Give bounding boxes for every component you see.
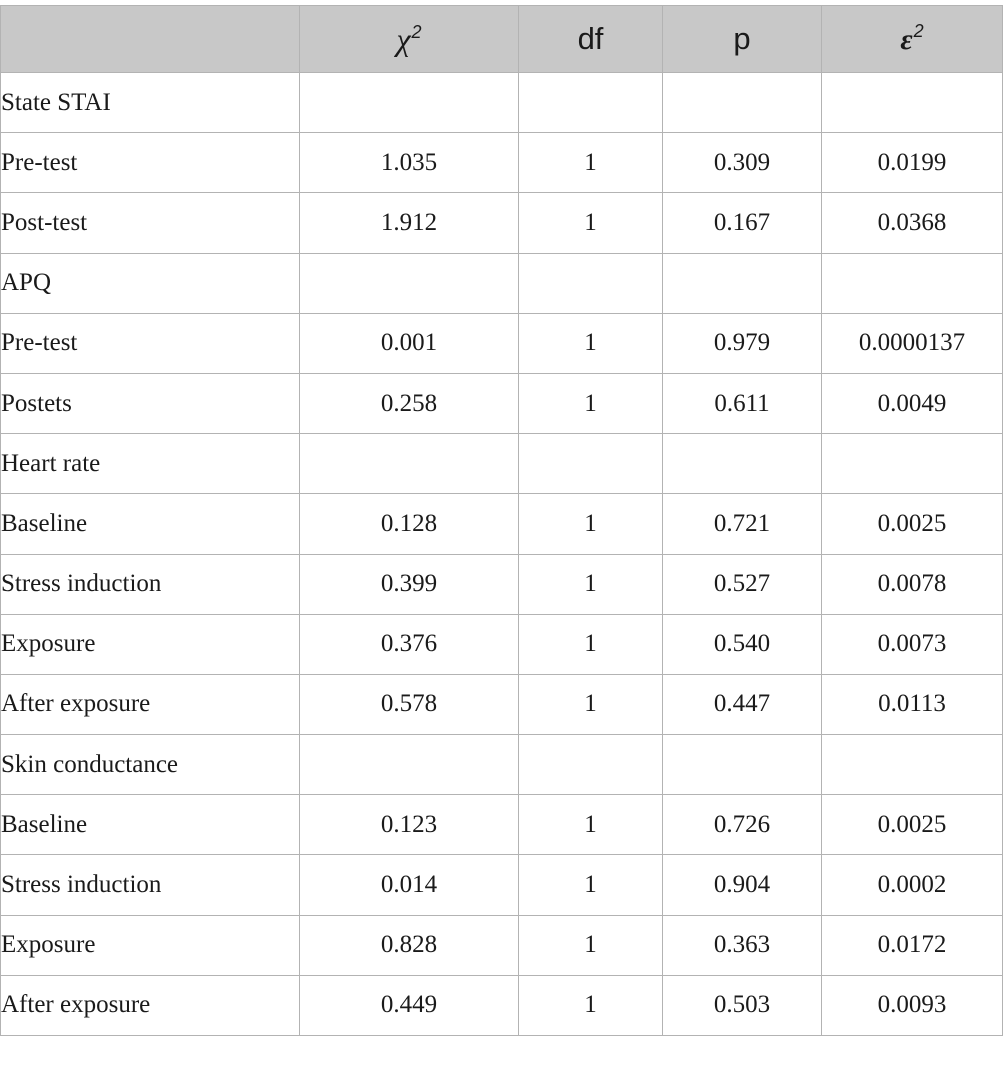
df-value: 1 (519, 975, 663, 1035)
df-value: 1 (519, 554, 663, 614)
p-value (663, 73, 822, 133)
table-row (1, 494, 1003, 554)
header-epsilon-squared (822, 6, 1003, 73)
epsilon2-value (822, 253, 1003, 313)
row-label: Baseline (1, 795, 300, 855)
df-value: 1 (519, 614, 663, 674)
epsilon2-value: 0.0002 (822, 855, 1003, 915)
chi2-value: 0.128 (300, 494, 519, 554)
epsilon2-value (822, 73, 1003, 133)
table-row (1, 373, 1003, 433)
row-label: Pre-test (1, 133, 300, 193)
section-header-row (1, 73, 1003, 133)
chi2-value: 1.912 (300, 193, 519, 253)
row-label: Postets (1, 373, 300, 433)
chi2-value: 0.123 (300, 795, 519, 855)
p-value: 0.540 (663, 614, 822, 674)
chi2-value: 0.578 (300, 674, 519, 734)
epsilon-symbol: ε (900, 23, 913, 56)
row-label: Pre-test (1, 313, 300, 373)
epsilon2-value: 0.0049 (822, 373, 1003, 433)
header-blank (1, 6, 300, 73)
epsilon2-value: 0.0025 (822, 795, 1003, 855)
row-label: After exposure (1, 674, 300, 734)
chi-superscript: 2 (411, 21, 422, 42)
table-row (1, 915, 1003, 975)
p-value: 0.447 (663, 674, 822, 734)
chi2-value: 0.001 (300, 313, 519, 373)
p-value: 0.363 (663, 915, 822, 975)
section-header-row (1, 735, 1003, 795)
p-value: 0.309 (663, 133, 822, 193)
epsilon2-value: 0.0368 (822, 193, 1003, 253)
chi2-value: 0.399 (300, 554, 519, 614)
header-row (1, 6, 1003, 73)
table-body (1, 73, 1003, 1036)
table-row (1, 313, 1003, 373)
p-value: 0.527 (663, 554, 822, 614)
df-value: 1 (519, 313, 663, 373)
chi2-value (300, 253, 519, 313)
row-label: APQ (1, 253, 300, 313)
df-value: 1 (519, 373, 663, 433)
epsilon2-value: 0.0093 (822, 975, 1003, 1035)
df-value: 1 (519, 193, 663, 253)
df-value (519, 73, 663, 133)
header-chi-squared (300, 6, 519, 73)
df-value: 1 (519, 795, 663, 855)
row-label: After exposure (1, 975, 300, 1035)
epsilon2-value: 0.0172 (822, 915, 1003, 975)
epsilon2-value: 0.0025 (822, 494, 1003, 554)
p-value: 0.167 (663, 193, 822, 253)
p-value: 0.726 (663, 795, 822, 855)
epsilon2-value: 0.0199 (822, 133, 1003, 193)
row-label: State STAI (1, 73, 300, 133)
df-value (519, 735, 663, 795)
chi-symbol: χ (396, 20, 411, 57)
df-value: 1 (519, 855, 663, 915)
epsilon2-value: 0.0078 (822, 554, 1003, 614)
epsilon2-value: 0.0113 (822, 674, 1003, 734)
row-label: Exposure (1, 915, 300, 975)
chi2-value (300, 735, 519, 795)
row-label: Stress induction (1, 855, 300, 915)
epsilon2-value: 0.0000137 (822, 313, 1003, 373)
table-row (1, 193, 1003, 253)
results-table (0, 5, 1003, 1036)
df-value: 1 (519, 494, 663, 554)
table-row (1, 554, 1003, 614)
p-value: 0.721 (663, 494, 822, 554)
table-row (1, 133, 1003, 193)
p-value: 0.979 (663, 313, 822, 373)
section-header-row (1, 253, 1003, 313)
row-label: Post-test (1, 193, 300, 253)
chi2-value: 0.014 (300, 855, 519, 915)
chi2-value: 0.449 (300, 975, 519, 1035)
p-value (663, 253, 822, 313)
chi2-value (300, 73, 519, 133)
df-value: 1 (519, 915, 663, 975)
epsilon2-value (822, 434, 1003, 494)
df-value (519, 253, 663, 313)
chi2-value: 0.258 (300, 373, 519, 433)
header-df: df (519, 6, 663, 73)
row-label: Stress induction (1, 554, 300, 614)
p-value: 0.904 (663, 855, 822, 915)
p-value (663, 735, 822, 795)
header-p: p (663, 6, 822, 73)
section-header-row (1, 434, 1003, 494)
p-value: 0.503 (663, 975, 822, 1035)
chi2-value: 1.035 (300, 133, 519, 193)
table-row (1, 614, 1003, 674)
epsilon-superscript: 2 (913, 21, 924, 41)
table-row (1, 855, 1003, 915)
df-value: 1 (519, 133, 663, 193)
table-row (1, 975, 1003, 1035)
p-value: 0.611 (663, 373, 822, 433)
df-value (519, 434, 663, 494)
table-row (1, 795, 1003, 855)
chi2-value: 0.376 (300, 614, 519, 674)
table-row (1, 674, 1003, 734)
epsilon2-value (822, 735, 1003, 795)
epsilon2-value: 0.0073 (822, 614, 1003, 674)
row-label: Skin conductance (1, 735, 300, 795)
row-label: Baseline (1, 494, 300, 554)
chi2-value: 0.828 (300, 915, 519, 975)
row-label: Exposure (1, 614, 300, 674)
chi2-value (300, 434, 519, 494)
p-value (663, 434, 822, 494)
df-value: 1 (519, 674, 663, 734)
row-label: Heart rate (1, 434, 300, 494)
